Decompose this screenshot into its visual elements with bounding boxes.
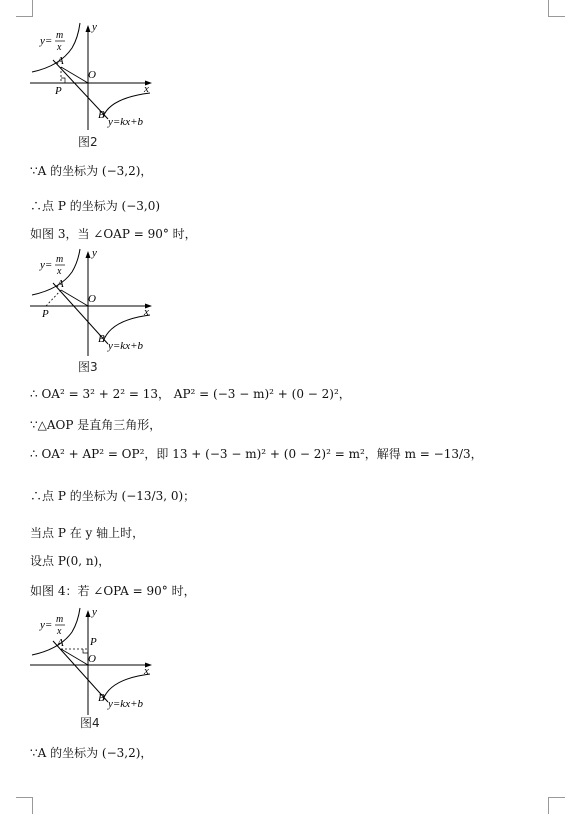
- figure-2-caption: 图2: [78, 135, 98, 149]
- curve-label-x: x: [57, 266, 62, 277]
- point-label-O: O: [88, 293, 96, 305]
- point-label-O: O: [88, 653, 96, 665]
- corner-mark-top-left: [16, 0, 33, 17]
- point-label-A: A: [57, 55, 64, 67]
- curve-label-x: x: [57, 42, 62, 53]
- curve-label-m: m: [56, 254, 64, 265]
- curve-label-x: x: [57, 626, 62, 637]
- hyperbola-lower-branch: [103, 93, 150, 117]
- curve-label-y: y=: [40, 619, 53, 631]
- segment-AO: [61, 290, 88, 306]
- figure-4: [30, 605, 160, 715]
- curve-label-m: m: [56, 614, 64, 625]
- figure-2-graph: [30, 20, 160, 130]
- figure-3-caption: 图3: [78, 360, 98, 374]
- line-7: ∴点 P 的坐标为 (−13/3, 0)；: [30, 489, 196, 503]
- point-label-P: P: [90, 636, 97, 648]
- point-label-A: A: [57, 637, 64, 649]
- x-axis-label: x: [144, 665, 149, 677]
- line-6: ∴ OA² + AP² = OP²，即 13 + (−3 − m)² + (0 − 2)² = m²，解得 m = −13/3，: [30, 447, 483, 461]
- curve-label-m: m: [56, 30, 64, 41]
- point-label-O: O: [88, 69, 96, 81]
- y-axis-arrow: [86, 251, 91, 258]
- dashed-segment-AP: [46, 290, 61, 306]
- figure-4-graph: [30, 605, 160, 715]
- line-8: 当点 P 在 y 轴上时，: [30, 526, 145, 540]
- x-axis-label: x: [144, 83, 149, 95]
- line-10: 如图 4：若 ∠OPA = 90° 时，: [30, 584, 196, 598]
- y-axis-arrow: [86, 25, 91, 32]
- x-axis-label: x: [144, 306, 149, 318]
- y-axis-label: y: [92, 247, 97, 259]
- curve-label-y: y=: [40, 259, 53, 271]
- hyperbola-lower-branch: [103, 315, 150, 342]
- line-11: ∵A 的坐标为 (−3,2)，: [30, 746, 153, 760]
- segment-AO: [61, 649, 88, 665]
- point-label-P: P: [55, 85, 62, 97]
- figure-4-caption: 图4: [80, 716, 100, 730]
- point-label-P: P: [42, 308, 49, 320]
- line-2: ∴点 P 的坐标为 (−3,0): [30, 199, 161, 213]
- line-label: y=kx+b: [108, 698, 143, 710]
- corner-mark-bottom-right: [548, 797, 565, 814]
- y-axis-label: y: [92, 21, 97, 33]
- line-label: y=kx+b: [108, 116, 143, 128]
- point-label-B: B: [98, 692, 105, 704]
- curve-label-y: y=: [40, 35, 53, 47]
- figure-2: [30, 20, 160, 130]
- line-label: y=kx+b: [108, 340, 143, 352]
- point-label-A: A: [57, 278, 64, 290]
- point-label-B: B: [98, 333, 105, 345]
- line-1: ∵A 的坐标为 (−3,2)，: [30, 164, 153, 178]
- line-9: 设点 P(0, n)，: [30, 554, 111, 568]
- line-3: 如图 3，当 ∠OAP = 90° 时，: [30, 227, 197, 241]
- y-axis-label: y: [92, 606, 97, 618]
- y-axis-arrow: [86, 610, 91, 617]
- line-4: ∴ OA² = 3² + 2² = 13， AP² = (−3 − m)² + (0 − 2)²，: [30, 387, 351, 401]
- figure-3-graph: [30, 246, 160, 356]
- point-label-B: B: [98, 109, 105, 121]
- hyperbola-lower-branch: [103, 674, 150, 700]
- corner-mark-bottom-left: [16, 797, 33, 814]
- right-angle-mark: [61, 78, 65, 83]
- corner-mark-top-right: [548, 0, 565, 17]
- figure-3: [30, 246, 160, 356]
- line-5: ∵△AOP 是直角三角形，: [30, 418, 162, 432]
